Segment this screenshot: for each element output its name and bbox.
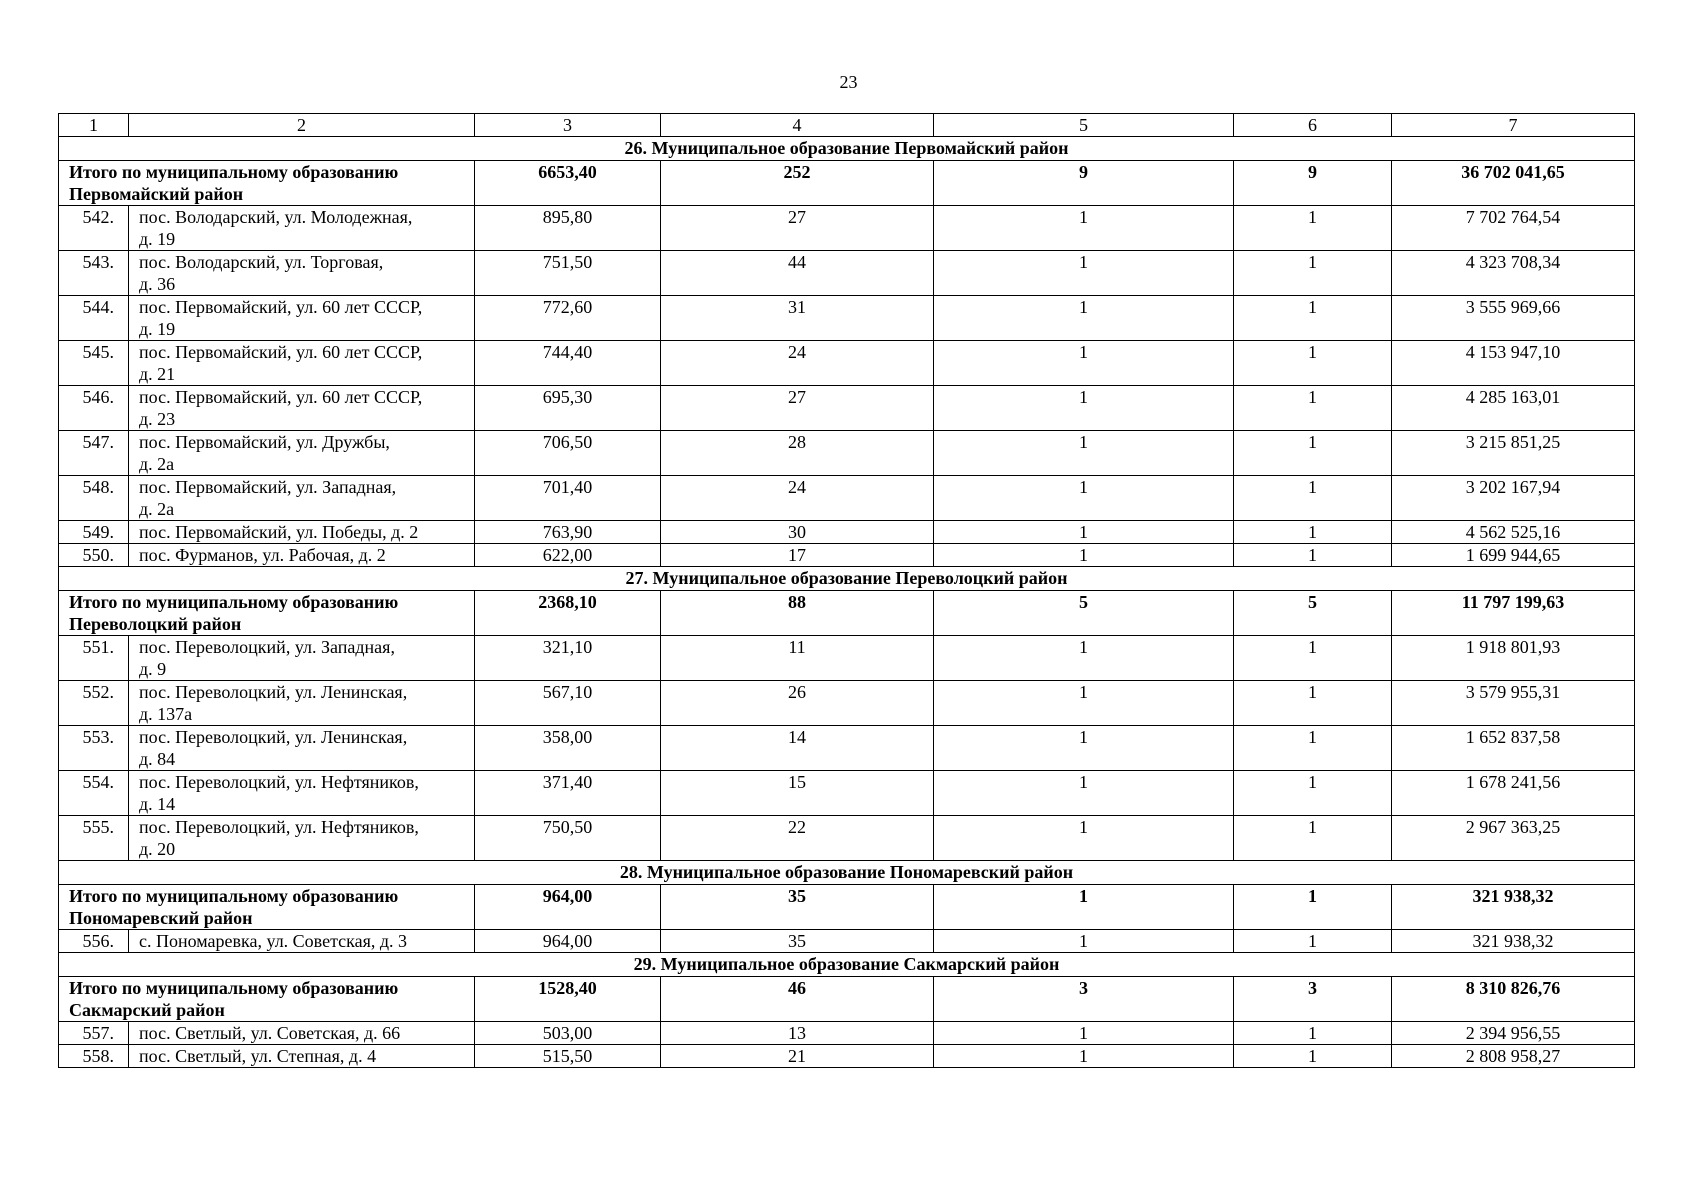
row-number: 553. bbox=[59, 726, 129, 771]
section-title-row bbox=[59, 953, 1635, 977]
row-number: 545. bbox=[59, 341, 129, 386]
cost-cell: 4 153 947,10 bbox=[1392, 341, 1635, 386]
residents-cell: 11 bbox=[661, 636, 934, 681]
table-row bbox=[59, 431, 1635, 476]
total-c6: 5 bbox=[1234, 591, 1392, 636]
residents-cell: 35 bbox=[661, 930, 934, 953]
cost-cell: 1 678 241,56 bbox=[1392, 771, 1635, 816]
section-title: 27. Муниципальное образование Переволоцкий район bbox=[59, 567, 1635, 591]
address-line-2: д. 20 bbox=[139, 839, 176, 859]
section-total-row bbox=[59, 161, 1635, 206]
column-number: 6 bbox=[1234, 114, 1392, 137]
table-row bbox=[59, 476, 1635, 521]
row-number: 548. bbox=[59, 476, 129, 521]
cost-cell: 1 918 801,93 bbox=[1392, 636, 1635, 681]
col5-cell: 1 bbox=[934, 816, 1234, 861]
area-cell: 964,00 bbox=[475, 930, 661, 953]
address-line-1: пос. Переволоцкий, ул. Западная, bbox=[139, 637, 395, 657]
total-label-line-1: Итого по муниципальному образованию bbox=[69, 978, 399, 998]
col5-cell: 1 bbox=[934, 1045, 1234, 1068]
address-line-1: пос. Светлый, ул. Советская, д. 66 bbox=[139, 1023, 401, 1043]
residents-cell: 44 bbox=[661, 251, 934, 296]
address-line-2: д. 2а bbox=[139, 454, 175, 474]
row-number: 557. bbox=[59, 1022, 129, 1045]
col6-cell: 1 bbox=[1234, 544, 1392, 567]
address-cell bbox=[129, 476, 475, 521]
col5-cell: 1 bbox=[934, 636, 1234, 681]
page-number: 23 bbox=[839, 72, 858, 92]
register-table bbox=[58, 113, 1635, 1068]
section-total-row bbox=[59, 977, 1635, 1022]
col5-cell: 1 bbox=[934, 681, 1234, 726]
table-row bbox=[59, 681, 1635, 726]
residents-cell: 15 bbox=[661, 771, 934, 816]
col6-cell: 1 bbox=[1234, 636, 1392, 681]
area-cell: 371,40 bbox=[475, 771, 661, 816]
area-cell: 515,50 bbox=[475, 1045, 661, 1068]
area-cell: 567,10 bbox=[475, 681, 661, 726]
col6-cell: 1 bbox=[1234, 930, 1392, 953]
column-number: 1 bbox=[59, 114, 129, 137]
row-number: 544. bbox=[59, 296, 129, 341]
col6-cell: 1 bbox=[1234, 816, 1392, 861]
section-title: 26. Муниципальное образование Первомайский район bbox=[59, 137, 1635, 161]
residents-cell: 26 bbox=[661, 681, 934, 726]
area-cell: 321,10 bbox=[475, 636, 661, 681]
cost-cell: 1 652 837,58 bbox=[1392, 726, 1635, 771]
row-number: 554. bbox=[59, 771, 129, 816]
area-cell: 706,50 bbox=[475, 431, 661, 476]
cost-cell: 2 808 958,27 bbox=[1392, 1045, 1635, 1068]
area-cell: 503,00 bbox=[475, 1022, 661, 1045]
table-row bbox=[59, 930, 1635, 953]
address-line-2: д. 2а bbox=[139, 499, 175, 519]
total-c3: 6653,40 bbox=[475, 161, 661, 206]
table-row bbox=[59, 771, 1635, 816]
address-line-2: д. 36 bbox=[139, 274, 176, 294]
area-cell: 750,50 bbox=[475, 816, 661, 861]
address-line-2: д. 9 bbox=[139, 659, 167, 679]
col6-cell: 1 bbox=[1234, 771, 1392, 816]
col5-cell: 1 bbox=[934, 251, 1234, 296]
area-cell: 751,50 bbox=[475, 251, 661, 296]
col6-cell: 1 bbox=[1234, 251, 1392, 296]
total-c7: 11 797 199,63 bbox=[1392, 591, 1635, 636]
total-label-line-2: Переволоцкий район bbox=[69, 614, 242, 634]
address-line-1: пос. Володарский, ул. Молодежная, bbox=[139, 207, 413, 227]
address-cell bbox=[129, 341, 475, 386]
column-number: 3 bbox=[475, 114, 661, 137]
address-cell bbox=[129, 726, 475, 771]
table-row bbox=[59, 1022, 1635, 1045]
col6-cell: 1 bbox=[1234, 206, 1392, 251]
table-row bbox=[59, 341, 1635, 386]
address-cell bbox=[129, 816, 475, 861]
table-body bbox=[59, 114, 1635, 1068]
cost-cell: 321 938,32 bbox=[1392, 930, 1635, 953]
address-line-2: д. 19 bbox=[139, 319, 176, 339]
address-cell bbox=[129, 386, 475, 431]
area-cell: 701,40 bbox=[475, 476, 661, 521]
col5-cell: 1 bbox=[934, 544, 1234, 567]
col5-cell: 1 bbox=[934, 296, 1234, 341]
residents-cell: 27 bbox=[661, 386, 934, 431]
col6-cell: 1 bbox=[1234, 476, 1392, 521]
col5-cell: 1 bbox=[934, 726, 1234, 771]
address-cell bbox=[129, 1045, 475, 1068]
address-cell bbox=[129, 521, 475, 544]
residents-cell: 24 bbox=[661, 341, 934, 386]
cost-cell: 2 967 363,25 bbox=[1392, 816, 1635, 861]
address-cell bbox=[129, 1022, 475, 1045]
address-cell bbox=[129, 296, 475, 341]
total-label bbox=[59, 161, 475, 206]
area-cell: 358,00 bbox=[475, 726, 661, 771]
total-label-line-1: Итого по муниципальному образованию bbox=[69, 162, 399, 182]
address-line-1: пос. Переволоцкий, ул. Нефтяников, bbox=[139, 772, 419, 792]
total-c4: 35 bbox=[661, 885, 934, 930]
total-c5: 9 bbox=[934, 161, 1234, 206]
residents-cell: 27 bbox=[661, 206, 934, 251]
address-line-2: д. 19 bbox=[139, 229, 176, 249]
table-row bbox=[59, 251, 1635, 296]
address-cell bbox=[129, 544, 475, 567]
column-number: 4 bbox=[661, 114, 934, 137]
row-number: 550. bbox=[59, 544, 129, 567]
cost-cell: 3 555 969,66 bbox=[1392, 296, 1635, 341]
column-number: 2 bbox=[129, 114, 475, 137]
col5-cell: 1 bbox=[934, 930, 1234, 953]
residents-cell: 31 bbox=[661, 296, 934, 341]
section-title-row bbox=[59, 137, 1635, 161]
address-line-1: пос. Первомайский, ул. Западная, bbox=[139, 477, 397, 497]
total-label-line-1: Итого по муниципальному образованию bbox=[69, 592, 399, 612]
address-line-2: д. 84 bbox=[139, 749, 176, 769]
total-c5: 1 bbox=[934, 885, 1234, 930]
row-number: 546. bbox=[59, 386, 129, 431]
address-cell bbox=[129, 431, 475, 476]
address-line-1: пос. Переволоцкий, ул. Ленинская, bbox=[139, 727, 408, 747]
column-number: 7 bbox=[1392, 114, 1635, 137]
address-line-1: с. Пономаревка, ул. Советская, д. 3 bbox=[139, 931, 408, 951]
total-c3: 964,00 bbox=[475, 885, 661, 930]
total-c6: 9 bbox=[1234, 161, 1392, 206]
table-row bbox=[59, 726, 1635, 771]
area-cell: 744,40 bbox=[475, 341, 661, 386]
total-c3: 1528,40 bbox=[475, 977, 661, 1022]
address-line-1: пос. Первомайский, ул. 60 лет СССР, bbox=[139, 297, 423, 317]
table-row bbox=[59, 544, 1635, 567]
table-row bbox=[59, 206, 1635, 251]
table-row bbox=[59, 636, 1635, 681]
area-cell: 763,90 bbox=[475, 521, 661, 544]
residents-cell: 17 bbox=[661, 544, 934, 567]
col6-cell: 1 bbox=[1234, 386, 1392, 431]
total-c6: 3 bbox=[1234, 977, 1392, 1022]
row-number: 542. bbox=[59, 206, 129, 251]
residents-cell: 13 bbox=[661, 1022, 934, 1045]
address-line-1: пос. Фурманов, ул. Рабочая, д. 2 bbox=[139, 545, 386, 565]
address-cell bbox=[129, 206, 475, 251]
cost-cell: 3 215 851,25 bbox=[1392, 431, 1635, 476]
total-label-line-2: Пономаревский район bbox=[69, 908, 253, 928]
address-line-1: пос. Володарский, ул. Торговая, bbox=[139, 252, 384, 272]
address-line-1: пос. Первомайский, ул. Победы, д. 2 bbox=[139, 522, 419, 542]
col5-cell: 1 bbox=[934, 206, 1234, 251]
total-c7: 36 702 041,65 bbox=[1392, 161, 1635, 206]
col5-cell: 1 bbox=[934, 1022, 1234, 1045]
column-number-row bbox=[59, 114, 1635, 137]
address-line-2: д. 137а bbox=[139, 704, 193, 724]
residents-cell: 28 bbox=[661, 431, 934, 476]
address-cell bbox=[129, 930, 475, 953]
row-number: 555. bbox=[59, 816, 129, 861]
total-c7: 8 310 826,76 bbox=[1392, 977, 1635, 1022]
col5-cell: 1 bbox=[934, 771, 1234, 816]
col6-cell: 1 bbox=[1234, 431, 1392, 476]
total-label-line-1: Итого по муниципальному образованию bbox=[69, 886, 399, 906]
table-row bbox=[59, 386, 1635, 431]
row-number: 558. bbox=[59, 1045, 129, 1068]
row-number: 549. bbox=[59, 521, 129, 544]
cost-cell: 4 323 708,34 bbox=[1392, 251, 1635, 296]
total-label bbox=[59, 591, 475, 636]
residents-cell: 14 bbox=[661, 726, 934, 771]
col5-cell: 1 bbox=[934, 476, 1234, 521]
residents-cell: 24 bbox=[661, 476, 934, 521]
section-title-row bbox=[59, 567, 1635, 591]
table-row bbox=[59, 816, 1635, 861]
col6-cell: 1 bbox=[1234, 341, 1392, 386]
section-title: 29. Муниципальное образование Сакмарский район bbox=[59, 953, 1635, 977]
address-cell bbox=[129, 681, 475, 726]
col5-cell: 1 bbox=[934, 386, 1234, 431]
total-label bbox=[59, 885, 475, 930]
col5-cell: 1 bbox=[934, 341, 1234, 386]
column-number: 5 bbox=[934, 114, 1234, 137]
total-c6: 1 bbox=[1234, 885, 1392, 930]
row-number: 556. bbox=[59, 930, 129, 953]
cost-cell: 1 699 944,65 bbox=[1392, 544, 1635, 567]
total-c5: 3 bbox=[934, 977, 1234, 1022]
address-line-1: пос. Первомайский, ул. 60 лет СССР, bbox=[139, 342, 423, 362]
total-c4: 46 bbox=[661, 977, 934, 1022]
residents-cell: 21 bbox=[661, 1045, 934, 1068]
col6-cell: 1 bbox=[1234, 681, 1392, 726]
total-label bbox=[59, 977, 475, 1022]
col6-cell: 1 bbox=[1234, 521, 1392, 544]
total-label-line-2: Сакмарский район bbox=[69, 1000, 225, 1020]
area-cell: 895,80 bbox=[475, 206, 661, 251]
section-title: 28. Муниципальное образование Пономаревский район bbox=[59, 861, 1635, 885]
col6-cell: 1 bbox=[1234, 296, 1392, 341]
address-line-1: пос. Светлый, ул. Степная, д. 4 bbox=[139, 1046, 377, 1066]
address-line-2: д. 14 bbox=[139, 794, 176, 814]
total-c7: 321 938,32 bbox=[1392, 885, 1635, 930]
col5-cell: 1 bbox=[934, 431, 1234, 476]
total-c4: 252 bbox=[661, 161, 934, 206]
row-number: 552. bbox=[59, 681, 129, 726]
address-line-2: д. 23 bbox=[139, 409, 176, 429]
cost-cell: 3 579 955,31 bbox=[1392, 681, 1635, 726]
cost-cell: 7 702 764,54 bbox=[1392, 206, 1635, 251]
table-row bbox=[59, 1045, 1635, 1068]
col5-cell: 1 bbox=[934, 521, 1234, 544]
section-total-row bbox=[59, 885, 1635, 930]
address-cell bbox=[129, 251, 475, 296]
cost-cell: 4 562 525,16 bbox=[1392, 521, 1635, 544]
total-c3: 2368,10 bbox=[475, 591, 661, 636]
address-line-2: д. 21 bbox=[139, 364, 176, 384]
address-line-1: пос. Переволоцкий, ул. Ленинская, bbox=[139, 682, 408, 702]
col6-cell: 1 bbox=[1234, 1022, 1392, 1045]
row-number: 547. bbox=[59, 431, 129, 476]
cost-cell: 4 285 163,01 bbox=[1392, 386, 1635, 431]
cost-cell: 2 394 956,55 bbox=[1392, 1022, 1635, 1045]
area-cell: 695,30 bbox=[475, 386, 661, 431]
address-line-1: пос. Первомайский, ул. Дружбы, bbox=[139, 432, 390, 452]
section-total-row bbox=[59, 591, 1635, 636]
total-c5: 5 bbox=[934, 591, 1234, 636]
address-cell bbox=[129, 636, 475, 681]
table-row bbox=[59, 296, 1635, 341]
col6-cell: 1 bbox=[1234, 1045, 1392, 1068]
row-number: 551. bbox=[59, 636, 129, 681]
cost-cell: 3 202 167,94 bbox=[1392, 476, 1635, 521]
residents-cell: 22 bbox=[661, 816, 934, 861]
section-title-row bbox=[59, 861, 1635, 885]
total-c4: 88 bbox=[661, 591, 934, 636]
area-cell: 772,60 bbox=[475, 296, 661, 341]
residents-cell: 30 bbox=[661, 521, 934, 544]
address-line-1: пос. Переволоцкий, ул. Нефтяников, bbox=[139, 817, 419, 837]
row-number: 543. bbox=[59, 251, 129, 296]
table-row bbox=[59, 521, 1635, 544]
address-line-1: пос. Первомайский, ул. 60 лет СССР, bbox=[139, 387, 423, 407]
total-label-line-2: Первомайский район bbox=[69, 184, 244, 204]
col6-cell: 1 bbox=[1234, 726, 1392, 771]
area-cell: 622,00 bbox=[475, 544, 661, 567]
address-cell bbox=[129, 771, 475, 816]
